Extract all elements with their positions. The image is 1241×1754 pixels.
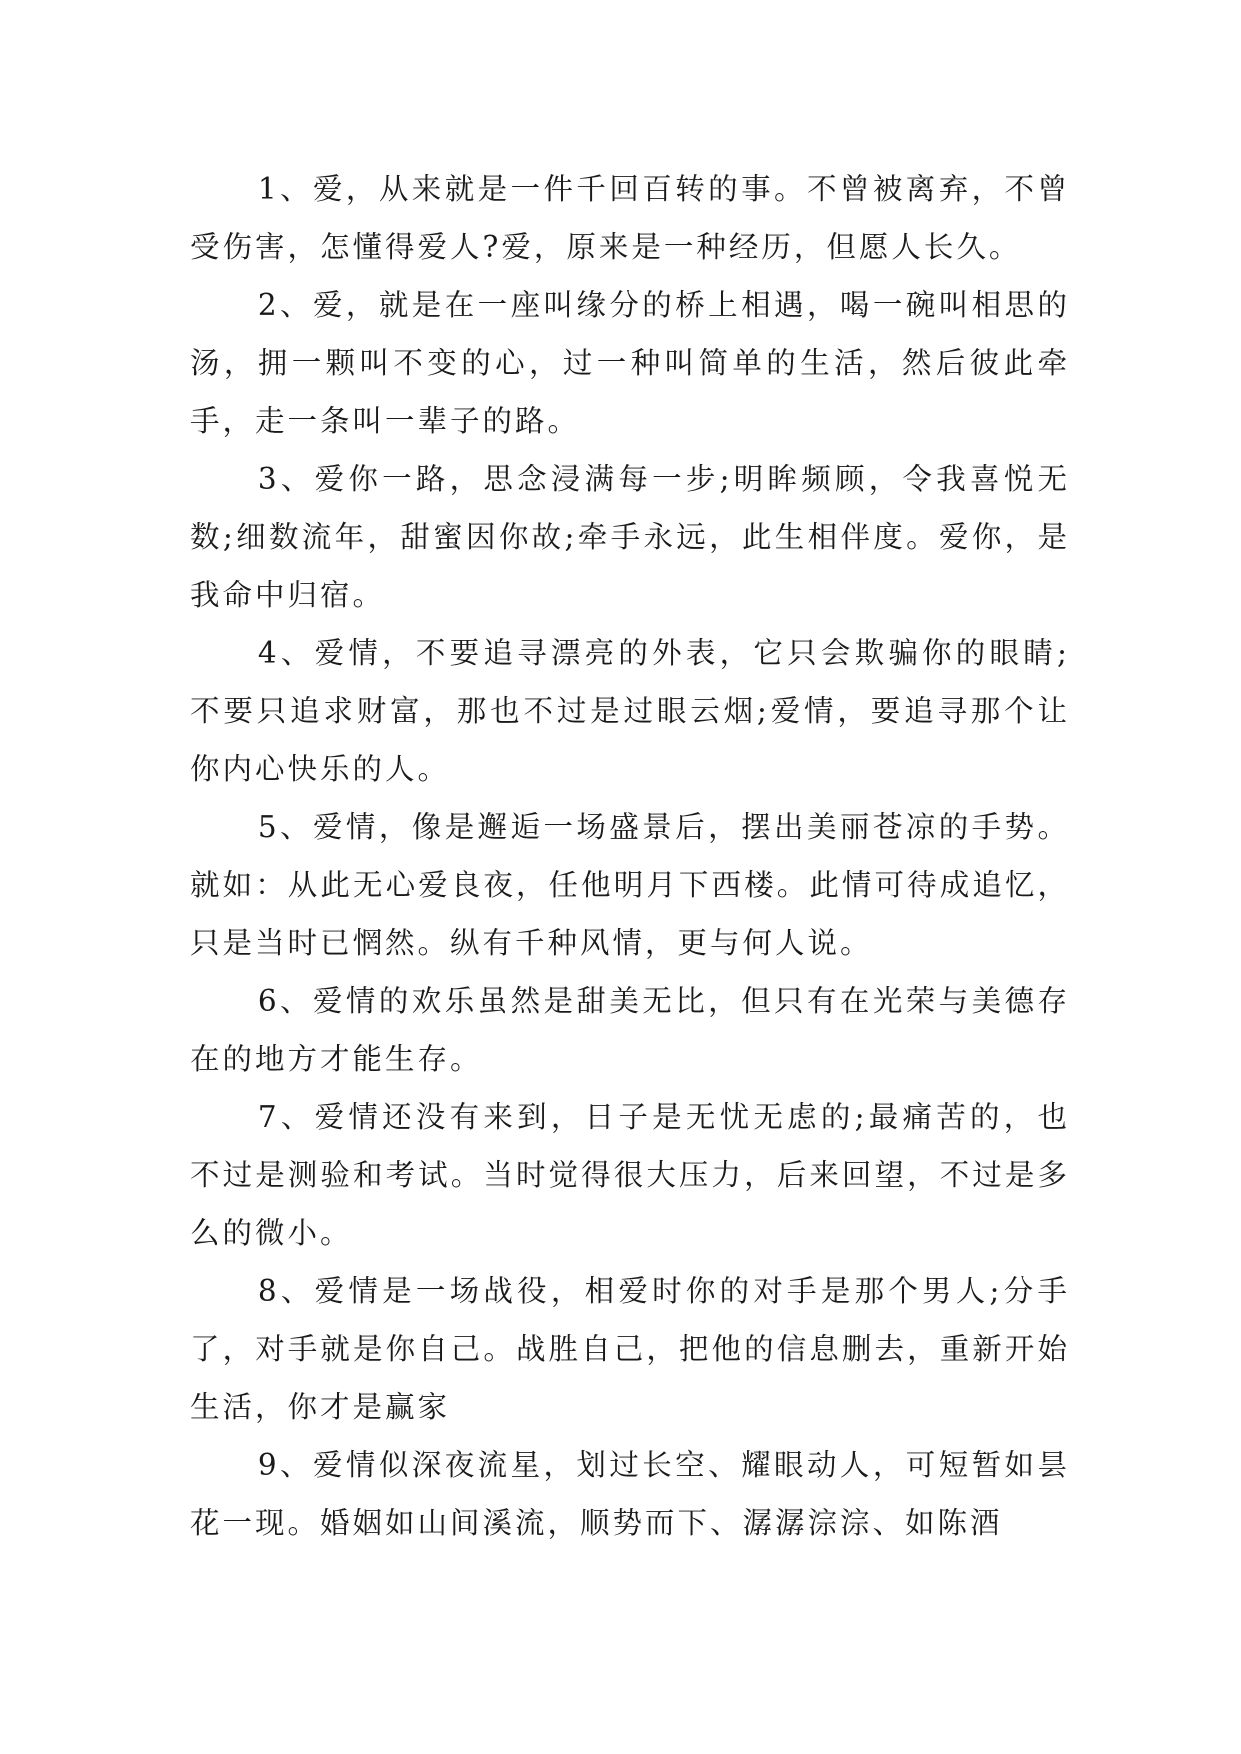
paragraph-9: 9、爱情似深夜流星，划过长空、耀眼动人，可短暂如昙花一现。婚姻如山间溪流，顺势而下、潺潺淙淙、如陈酒 bbox=[190, 1448, 1070, 1540]
paragraph-6: 6、爱情的欢乐虽然是甜美无比，但只有在光荣与美德存在的地方才能生存。 bbox=[190, 984, 1070, 1076]
paragraph-2: 2、爱，就是在一座叫缘分的桥上相遇，喝一碗叫相思的汤，拥一颗叫不变的心，过一种叫简单的生活，然后彼此牵手，走一条叫一辈子的路。 bbox=[190, 288, 1070, 438]
paragraph-8: 8、爱情是一场战役，相爱时你的对手是那个男人;分手了，对手就是你自己。战胜自己，把他的信息删去，重新开始生活，你才是赢家 bbox=[190, 1274, 1070, 1424]
paragraph-3: 3、爱你一路，思念浸满每一步;明眸频顾，令我喜悦无数;细数流年，甜蜜因你故;牵手永远，此生相伴度。爱你，是我命中归宿。 bbox=[190, 462, 1070, 612]
paragraph-5: 5、爱情，像是邂逅一场盛景后，摆出美丽苍凉的手势。就如：从此无心爱良夜，任他明月下西楼。此情可待成追忆，只是当时已惘然。纵有千种风情，更与何人说。 bbox=[190, 810, 1070, 960]
paragraph-1: 1、爱，从来就是一件千回百转的事。不曾被离弃，不曾受伤害，怎懂得爱人?爱，原来是一种经历，但愿人长久。 bbox=[190, 172, 1070, 264]
document-body bbox=[190, 160, 1070, 1552]
paragraph-4: 4、爱情，不要追寻漂亮的外表，它只会欺骗你的眼睛;不要只追求财富，那也不过是过眼云烟;爱情，要追寻那个让你内心快乐的人。 bbox=[190, 636, 1070, 786]
paragraph-7: 7、爱情还没有来到，日子是无忧无虑的;最痛苦的，也不过是测验和考试。当时觉得很大压力，后来回望，不过是多么的微小。 bbox=[190, 1100, 1070, 1250]
